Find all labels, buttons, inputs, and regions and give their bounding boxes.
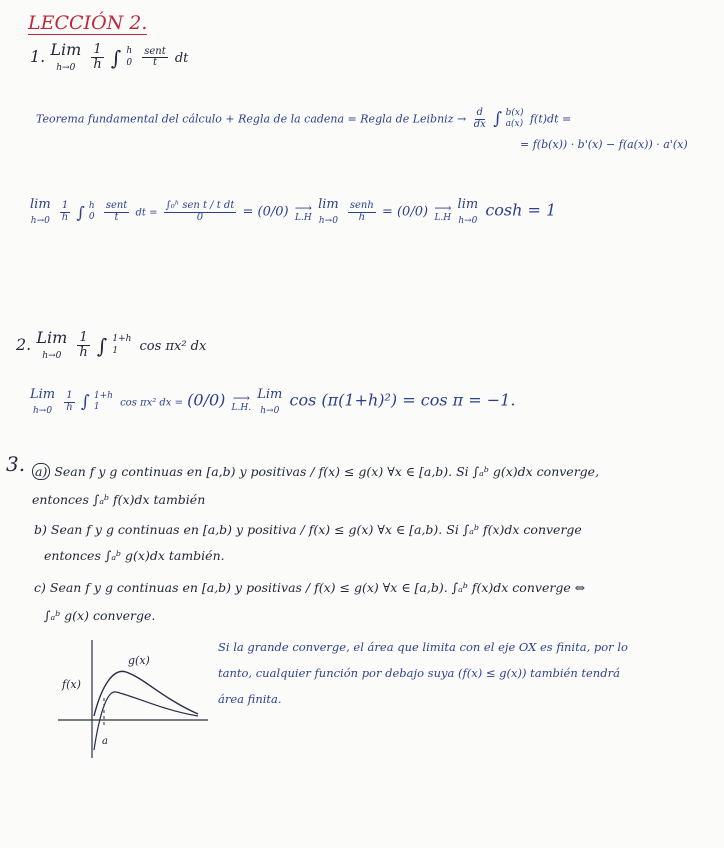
graph-g-curve xyxy=(94,671,198,716)
q2-statement: 2. Lim h→0 $\frac{1}{h}$ ∫ 1+h 1 cos πx² dx xyxy=(16,328,207,361)
q1-statement: 1. Lim h→0 $\frac{1}{h}$ ∫ h 0 $\frac{\text{sent}}{t}$ dt xyxy=(30,40,189,73)
q3-explanation-line1: Si la grande converge, el área que limita con el eje OX es finita, por lo xyxy=(218,640,628,654)
q3-graph xyxy=(58,640,208,760)
q1-integral-sign: ∫ xyxy=(110,45,122,70)
q3-option-b: b) Sean f y g continuas en [a,b) y positiva / f(x) ≤ g(x) ∀x ∈ [a,b). Si ∫ₐᵇ f(x)dx converge xyxy=(34,522,582,537)
leibniz-derivative: $\frac{d}{dx}$ xyxy=(473,107,486,130)
q1-senh-fraction: $\frac{\text{senh}}{h}$ xyxy=(349,200,374,223)
q2-integral-sign: ∫ xyxy=(96,333,108,358)
graph-g-label: g(x) xyxy=(128,654,150,667)
q2-lhopital-arrow: ⟶ L.H. xyxy=(231,390,252,413)
q3-number: 3. xyxy=(6,452,26,476)
graph-f-curve xyxy=(94,692,198,750)
graph-a-label: a xyxy=(102,736,108,747)
q2-step-bounds: 1+h 1 xyxy=(93,390,113,412)
q3-explanation-line3: área finita. xyxy=(218,692,282,706)
q3-option-c: c) Sean f y g continuas en [a,b) y positivas / f(x) ≤ g(x) ∀x ∈ [a,b). ∫ₐᵇ f(x)dx converge ⇔ xyxy=(34,580,586,595)
q1-step-integral-sign: ∫ xyxy=(76,202,85,222)
q3-option-a: a) Sean f y g continuas en [a,b) y positivas / f(x) ≤ g(x) ∀x ∈ [a,b). Si ∫ₐᵇ g(x)dx converge, xyxy=(32,464,599,479)
q1-step-limit: lim h→0 xyxy=(30,197,51,226)
q1-lhopital-arrow-1: ⟶ L.H xyxy=(294,200,312,223)
q1-number: 1. xyxy=(30,47,46,66)
q2-limit: Lim h→0 xyxy=(36,328,68,361)
q3-option-c-line2: ∫ₐᵇ g(x) converge. xyxy=(44,608,156,623)
q1-integrand: $\frac{\text{sent}}{t}$ xyxy=(144,45,166,68)
graph-f-label: f(x) xyxy=(62,678,81,691)
q3-explanation-line2: tanto, cualquier función por debajo suya (f(x) ≤ g(x)) también tendrá xyxy=(218,666,620,680)
q1-leibniz-result: = f(b(x)) · b'(x) − f(a(x)) · a'(x) xyxy=(520,138,688,151)
q3-option-a-label: a) xyxy=(32,463,50,480)
q2-step-fraction: $\frac{1}{h}$ xyxy=(66,390,73,413)
q3-option-b-label: b) xyxy=(34,522,47,537)
q2-step-limit: Lim h→0 xyxy=(30,387,56,416)
q2-step-integral-sign: ∫ xyxy=(80,392,90,412)
q1-step-limit-3: lim h→0 xyxy=(457,197,479,226)
q1-solution: lim h→0 $\frac{1}{h}$ ∫ h 0 $\frac{\text{sent}}{t}$ dt = $\frac{\text{∫₀ʰ sen t / t dt}}{0}$ = (0/0) ⟶ L.H lim h→0 $\frac{\text{senh}}{h}$ = (0/0) ⟶ L.H lim h→0 cosh = 1 xyxy=(30,197,557,226)
q1-limit: Lim h→0 xyxy=(50,40,82,73)
leibniz-integral-sign: ∫ xyxy=(493,109,503,130)
leibniz-bounds: b(x) a(x) xyxy=(505,108,524,130)
q3-option-a-line2: entonces ∫ₐᵇ f(x)dx también xyxy=(32,492,206,507)
q1-step-limit-2: lim h→0 xyxy=(318,197,339,226)
q2-bounds: 1+h 1 xyxy=(112,334,132,356)
q2-solution: Lim h→0 $\frac{1}{h}$ ∫ 1+h 1 cos πx² dx = (0/0) ⟶ L.H. Lim h→0 cos (π(1+h)²) = cos π = −1. xyxy=(30,387,516,416)
q1-theorem: Teorema fundamental del cálculo + Regla de la cadena = Regla de Leibniz → $\frac{d}{dx}$ ∫ b(x) a(x) f(t)dt = xyxy=(36,107,572,130)
q1-step-bounds: h 0 xyxy=(88,200,95,222)
q1-step-big-fraction: $\frac{\text{∫₀ʰ sen t / t dt}}{0}$ xyxy=(165,200,235,223)
q2-step-limit-2: Lim h→0 xyxy=(257,387,283,416)
q3-option-c-label: c) xyxy=(34,580,46,595)
q2-fraction: $\frac{1}{h}$ xyxy=(79,330,88,360)
q1-fraction: $\frac{1}{h}$ xyxy=(93,42,102,72)
q1-bounds: h 0 xyxy=(126,46,133,68)
page-title: LECCIÓN 2. xyxy=(28,12,148,34)
q1-lhopital-arrow-2: ⟶ L.H xyxy=(434,200,452,223)
q1-step-fraction: $\frac{1}{h}$ xyxy=(61,200,69,223)
q3-option-b-line2: entonces ∫ₐᵇ g(x)dx también. xyxy=(44,548,225,563)
q2-number: 2. xyxy=(16,335,32,354)
q1-step-integrand: $\frac{\text{sent}}{t}$ xyxy=(105,200,128,223)
